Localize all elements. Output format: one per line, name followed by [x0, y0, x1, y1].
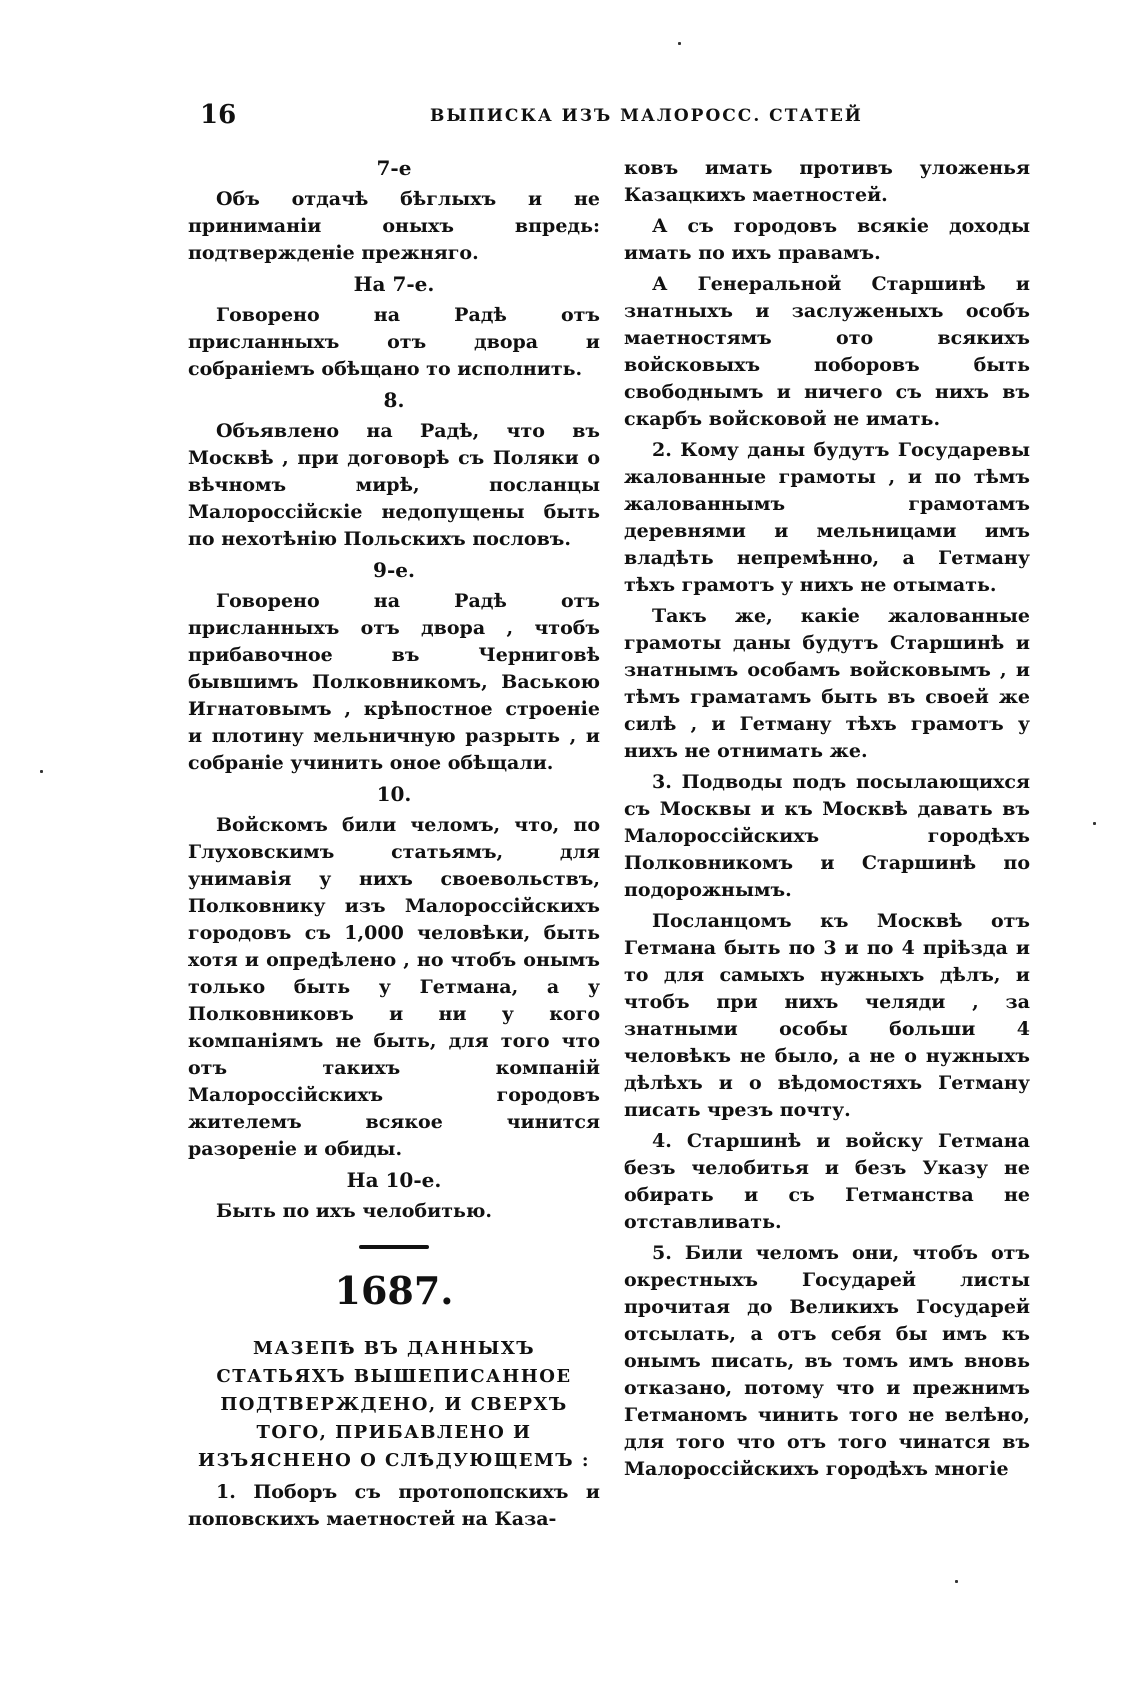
reply-7-heading: На 7-е.: [353, 272, 435, 296]
item-5-text: 5. Били челомъ они, чтобъ отъ окрестныхъ Государей листы прочитая до Великихъ Государей отсылать, а отъ себя бы имъ къ онымъ писать, въ томъ имъ вновь отказано, потому что и прежнимъ Гетманомъ чинить того не велѣно, для того что отъ того чинатся въ Малороссійскихъ городѣхъ многіе: [624, 1242, 1030, 1480]
item-2b-text: Такъ же, какіе жалованные грамоты даны будутъ Старшинѣ и знатнымъ особамъ войсковымъ , и тѣмъ граматамъ быть въ своей же силѣ , и Гетману тѣхъ грамотъ у нихъ не отнимать же.: [624, 605, 1030, 762]
cities-income-text: А съ городовъ всякіе доходы имать по ихъ правамъ.: [624, 215, 1030, 264]
item-1-text: 1. Поборъ съ протопопскихъ и поповскихъ маетностей на Каза-: [188, 1481, 600, 1530]
article-8-heading: 8.: [383, 388, 405, 412]
scan-speck: [40, 770, 43, 773]
ornamental-divider: [188, 1239, 600, 1253]
item-3-text: 3. Подводы подъ посылающихся съ Москвы и къ Москвѣ давать въ Малороссійскихъ городѣхъ Полковникомъ и Старшинѣ по подорожнымъ.: [624, 771, 1030, 901]
page-header: [200, 100, 960, 140]
starshina-estates-text: А Генеральной Старшинѣ и знатныхъ и заслуженыхъ особъ маетностямъ ото всякихъ войсковыхъ поборовъ быть свободнымъ и ничего съ нихъ въ скарбъ войсковой не имать.: [624, 273, 1030, 430]
scan-speck: [1093, 822, 1096, 825]
item-4-text: 4. Старшинѣ и войску Гетмана безъ челобитья и безъ Указу не обирать и съ Гетманства не отставливать.: [624, 1130, 1030, 1233]
article-10-heading: 10.: [376, 782, 412, 806]
right-column: [624, 155, 1030, 1487]
item-2-text: 2. Кому даны будутъ Государевы жалованные грамоты , и по тѣмъ жалованнымъ грамотамъ деревнями и мельницами имъ владѣть непремѣнно, а Гетману тѣхъ грамотъ у нихъ не отымать.: [624, 439, 1030, 596]
year-heading: 1687.: [334, 1268, 454, 1313]
reply-10-heading: На 10-е.: [346, 1168, 442, 1192]
reply-10-text: Быть по ихъ челобитью.: [216, 1200, 492, 1222]
article-9-text: Говорено на Радѣ отъ присланныхъ отъ двора , чтобъ прибавочное въ Черниговѣ бывшимъ Полковникомъ, Ваською Игнатовымъ , крѣпостное строеніе и плотину мельничную разрыть , и собраніе учинить оное обѣщали.: [188, 590, 600, 774]
running-title: ВЫПИСКА ИЗЪ МАЛОРОСС. СТАТЕЙ: [430, 106, 863, 126]
scan-speck: [678, 42, 681, 45]
page-number: 16: [200, 100, 237, 130]
scan-speck: [955, 1580, 958, 1583]
article-9-heading: 9-е.: [373, 558, 415, 582]
article-10-text: Войскомъ били челомъ, что, по Глуховскимъ статьямъ, для унимавія у нихъ своевольствъ, Полковнику изъ Малороссійскихъ городовъ съ 1,000 человѣки, быть хотя и опредѣлено , но чтобъ онымъ только быть у Гетмана, а у Полковниковъ и ни у кого компаніямъ не быть, для того что отъ такихъ компаній Малороссійскихъ городовъ жителемъ всякое чинится разореніе и обиды.: [188, 814, 600, 1160]
section-title: МАЗЕПѢ ВЪ ДАННЫХЪ СТАТЬЯХЪ ВЫШЕПИСАННОЕ ПОДТВЕРЖДЕНО, И СВЕРХЪ ТОГО, ПРИБАВЛЕНО И ИЗЪЯСНЕНО О СЛѢДУЮЩЕМЪ :: [198, 1338, 590, 1471]
left-column: [188, 155, 600, 1537]
article-8-text: Объявлено на Радѣ, что въ Москвѣ , при договорѣ съ Поляки о вѣчномъ мирѣ, посланцы Малороссійскіе недопущены быть по нехотѣнію Польскихъ пословъ.: [188, 420, 600, 550]
item-3b-text: Посланцомъ къ Москвѣ отъ Гетмана быть по 3 и по 4 пріѣзда и то для самыхъ нужныхъ дѣлъ, и чтобъ при нихъ челяди , за знатными особы больши 4 человѣкъ не было, а не о нужныхъ дѣлѣхъ и о вѣдомостяхъ Гетману писать чрезъ почту.: [624, 910, 1030, 1121]
reply-7-text: Говорено на Радѣ отъ присланныхъ отъ двора и собраніемъ обѣщано то исполнить.: [188, 304, 600, 380]
continued-text: ковъ имать противъ уложенья Казацкихъ маетностей.: [624, 157, 1030, 206]
article-7-heading: 7-е: [376, 156, 412, 180]
article-7-text: Объ отдачѣ бѣглыхъ и не приниманіи оныхъ впредь: подтвержденіе прежняго.: [188, 188, 600, 264]
